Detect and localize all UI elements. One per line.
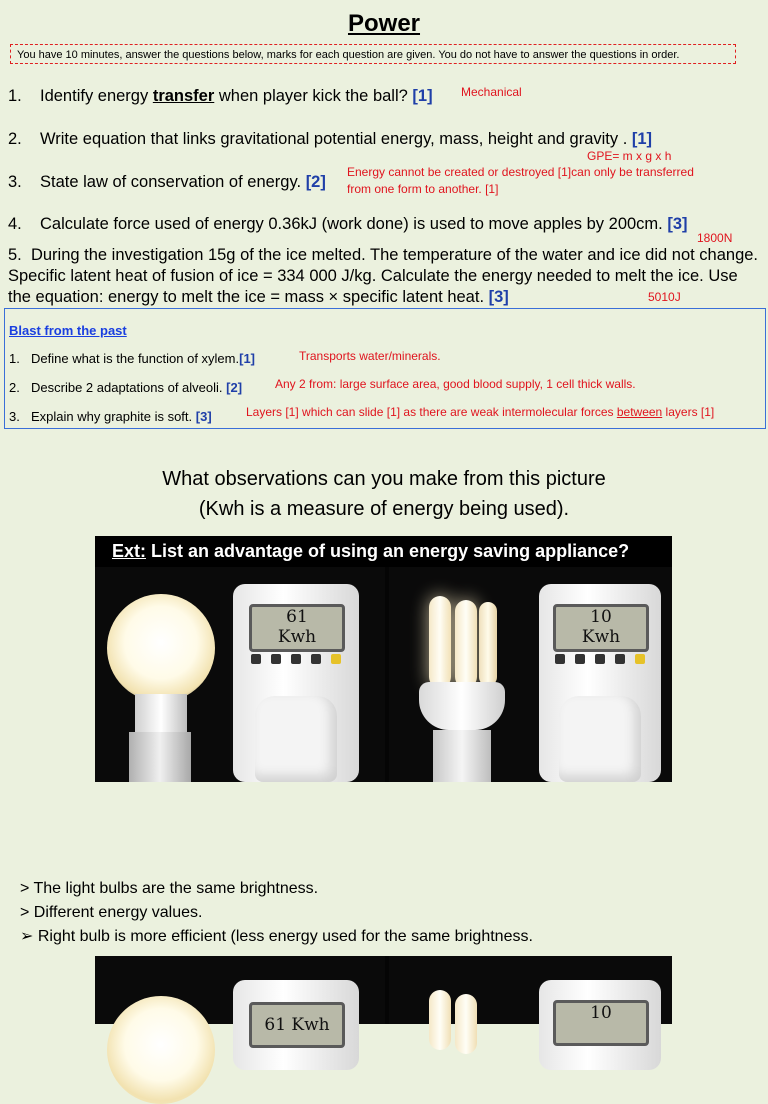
question-text: Identify energy [40, 87, 153, 105]
blast-answer-1: Transports water/minerals. [299, 349, 441, 363]
observation-answers [20, 877, 533, 949]
ext-label: Ext: [112, 541, 147, 561]
cfl-tube [429, 990, 451, 1050]
question-marks: [2] [305, 173, 326, 191]
question-3 [8, 173, 326, 192]
observation-bullet: > Different energy values. [20, 904, 203, 921]
energy-meter-photo [95, 536, 672, 782]
cfl-tube [479, 602, 497, 686]
question-4 [8, 215, 688, 234]
question-number: 1. [8, 87, 22, 105]
meter-display [249, 1002, 345, 1048]
answer-1: Mechanical [461, 85, 522, 99]
meter-unit: Kwh [277, 627, 317, 647]
question-1 [8, 87, 433, 106]
incandescent-bulb [107, 996, 215, 1104]
answer-3 [347, 164, 694, 198]
question-marks: [1] [239, 351, 255, 366]
question-number: 2. [9, 380, 20, 395]
question-number: 3. [9, 409, 20, 424]
meter-display [553, 1000, 649, 1046]
incandescent-panel [95, 536, 385, 782]
cfl-tube [429, 596, 451, 688]
question-marks: [3] [488, 288, 509, 306]
question-number: 1. [9, 351, 20, 366]
cfl-tube [455, 994, 477, 1054]
meter-plug [255, 696, 337, 782]
meter-unit: Kwh [581, 627, 621, 647]
meter-display [553, 604, 649, 652]
blast-question-3 [9, 409, 212, 424]
meter-display [249, 604, 345, 652]
question-marks: [2] [226, 380, 243, 395]
observation-line: What observations can you make from this picture [162, 468, 606, 490]
cfl-panel [389, 536, 672, 782]
question-2 [8, 130, 652, 149]
meter-reading: 10 [590, 607, 612, 627]
bulb-socket [433, 730, 491, 782]
question-marks: [1] [412, 87, 433, 105]
question-text: Define what is the function of xylem. [31, 351, 240, 366]
observation-bullet: > The light bulbs are the same brightness. [20, 880, 319, 897]
question-marks: [3] [667, 215, 688, 233]
page-title: Power [347, 10, 421, 37]
extension-question [95, 536, 672, 567]
cfl-panel [389, 956, 672, 1024]
blast-title: Blast from the past [9, 323, 127, 338]
energy-meter [539, 980, 661, 1070]
energy-meter [233, 980, 359, 1070]
blast-question-2 [9, 380, 242, 395]
answer-keyword: between [616, 405, 663, 419]
incandescent-bulb [107, 594, 215, 702]
observation-prompt [0, 464, 768, 524]
ext-text: List an advantage of using an energy saving appliance? [146, 541, 630, 561]
meter-reading: 61 Kwh [264, 1015, 330, 1035]
observation-bullet: ➢ Right bulb is more efficient (less energy used for the same brightness. [20, 928, 533, 945]
question-number: 3. [8, 173, 22, 191]
cfl-base [419, 682, 505, 730]
instructions-box: You have 10 minutes, answer the questions below, marks for each question are given. You do not have to answer the questions in order. [10, 44, 736, 64]
question-text: Calculate force used of energy 0.36kJ (work done) is used to move apples by 200cm. [40, 215, 663, 233]
question-keyword: transfer [152, 87, 215, 105]
meter-reading: 10 [590, 1003, 612, 1023]
question-text: Write equation that links gravitational potential energy, mass, height and gravity . [40, 130, 628, 148]
bulb-holder [135, 694, 187, 734]
question-number: 5. [8, 246, 22, 264]
meter-reading: 61 [286, 607, 308, 627]
answer-5: 5010J [648, 290, 681, 304]
blast-question-1 [9, 351, 255, 366]
answer-2: GPE= m x g x h [587, 149, 672, 163]
energy-meter-photo-repeat [95, 956, 672, 1035]
bulb-socket [129, 732, 191, 782]
answer-line: from one form to another. [1] [347, 182, 499, 196]
question-text: Explain why graphite is soft. [31, 409, 193, 424]
observation-line: (Kwh is a measure of energy being used). [198, 498, 570, 520]
answer-4: 1800N [697, 231, 733, 245]
energy-meter [233, 584, 359, 782]
answer-line: Energy cannot be created or destroyed [1]can only be transferred [347, 165, 694, 179]
question-text: During the investigation 15g of the ice melted. The temperature of the water and ice did not change. Specific latent heat of fusion of ice = 334 000 J/kg. Calculate the energy needed to melt the ice. Use the equation: energy to melt the ice = mass × specific latent heat. [8, 246, 759, 306]
incandescent-panel [95, 956, 385, 1035]
question-text: when player kick the ball? [214, 87, 408, 105]
cfl-tube [455, 600, 477, 688]
blast-answer-2: Any 2 from: large surface area, good blood supply, 1 cell thick walls. [275, 377, 636, 391]
question-number: 4. [8, 215, 22, 233]
blast-answer-3 [246, 405, 714, 419]
question-number: 2. [8, 130, 22, 148]
meter-plug [559, 696, 641, 782]
question-text: Describe 2 adaptations of alveoli. [31, 380, 223, 395]
question-text: State law of conservation of energy. [40, 173, 302, 191]
question-marks: [1] [631, 130, 653, 148]
answer-text: Layers [1] which can slide [1] as there are weak intermolecular forces [246, 405, 617, 419]
answer-text: layers [1] [662, 405, 715, 419]
energy-meter [539, 584, 661, 782]
question-marks: [3] [195, 409, 212, 424]
